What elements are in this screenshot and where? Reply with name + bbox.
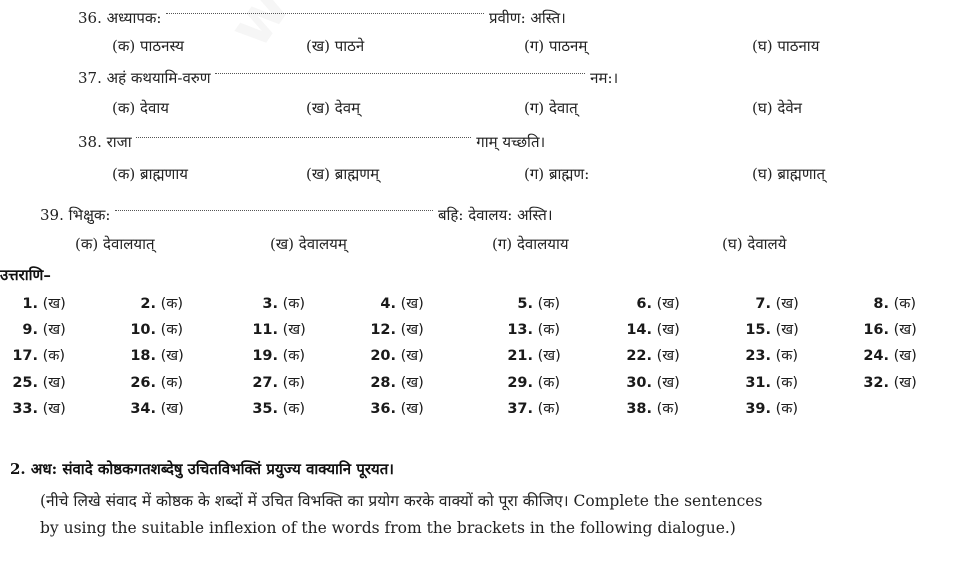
answer-item [252,320,306,340]
blank-line [166,12,484,14]
answer-choice: (क) [156,296,184,312]
answer-item [252,346,306,366]
section-2-title: 2. अध: संवादे कोष्ठकगतशब्देषु उचितविभक्तिं प्रयुज्य वाक्यानि पूरयत। [10,460,394,478]
option-37-ga: (ग) देवात् [524,99,578,117]
answer-item [745,373,799,393]
question-text-after: नम:। [590,69,619,87]
answer-choice: (ख) [652,296,680,312]
option-37-gha: (घ) देवेन [752,99,802,117]
question-36 [78,8,566,28]
option-36-kha: (ख) पाठने [306,37,365,55]
answer-item [130,320,184,340]
question-text-before: अहं कथयामि-वरुण [106,69,211,87]
answer-number: 13. [507,322,533,338]
answer-number: 5. [517,296,533,312]
answer-item [12,346,66,366]
option-37-kha: (ख) देवम् [306,99,361,117]
answer-choice: (क) [278,375,306,391]
answer-number: 15. [745,322,771,338]
answer-item [755,294,799,314]
answer-item [507,399,561,419]
question-39 [40,205,553,225]
answer-number: 37. [507,401,533,417]
question-text-before: भिक्षुक: [68,206,111,224]
answer-number: 18. [130,348,156,364]
answer-choice: (ख) [156,348,184,364]
answer-number: 24. [863,348,889,364]
answer-item [507,346,561,366]
answer-choice: (ख) [38,296,66,312]
answer-choice: (क) [771,348,799,364]
answer-number: 3. [262,296,278,312]
question-number: 39. [40,206,64,224]
answer-number: 32. [863,375,889,391]
option-38-ga: (ग) ब्राह्मण: [524,165,590,183]
option-36-ka: (क) पाठनस्य [112,37,184,55]
answer-choice: (ख) [396,296,424,312]
answer-choice: (ख) [771,322,799,338]
option-38-kha: (ख) ब्राह्मणम् [306,165,380,183]
answer-number: 39. [745,401,771,417]
answer-number: 35. [252,401,278,417]
option-36-ga: (ग) पाठनम् [524,37,588,55]
answer-item [507,320,561,340]
question-number: 38. [78,133,102,151]
question-number: 36. [78,9,102,27]
answer-number: 34. [130,401,156,417]
answer-choice: (क) [533,401,561,417]
answer-number: 2. [140,296,156,312]
answer-choice: (ख) [652,322,680,338]
question-number: 37. [78,69,102,87]
answer-number: 1. [22,296,38,312]
answer-number: 28. [370,375,396,391]
answer-choice: (ख) [652,348,680,364]
answer-item [873,294,917,314]
question-text-before: अध्यापक: [106,9,162,27]
answer-item [370,320,424,340]
answer-number: 33. [12,401,38,417]
answer-choice: (क) [533,322,561,338]
section-2-instruction-english: by using the suitable inflexion of the words from the brackets in the following dialogue.) [40,519,736,537]
blank-line [136,136,471,138]
question-37 [78,68,618,88]
answer-number: 25. [12,375,38,391]
answer-number: 4. [380,296,396,312]
answer-item [140,294,184,314]
answer-choice: (ख) [396,322,424,338]
answer-item [517,294,561,314]
answer-item [252,373,306,393]
answer-choice: (क) [278,401,306,417]
answer-choice: (ख) [38,375,66,391]
answer-choice: (ख) [396,375,424,391]
answer-number: 36. [370,401,396,417]
answer-item [130,399,184,419]
question-38 [78,132,545,152]
answer-choice: (ख) [278,322,306,338]
answer-number: 26. [130,375,156,391]
answer-choice: (क) [533,375,561,391]
answer-choice: (ख) [889,322,917,338]
answer-item [507,373,561,393]
question-text-before: राजा [106,133,132,151]
answer-item [745,346,799,366]
answer-choice: (क) [278,348,306,364]
blank-line [115,209,433,211]
answer-item [863,346,917,366]
answer-choice: (ख) [38,401,66,417]
option-39-kha: (ख) देवालयम् [270,235,347,253]
answer-item [626,320,680,340]
answer-choice: (क) [771,375,799,391]
option-38-ka: (क) ब्राह्मणाय [112,165,188,183]
answer-choice: (क) [652,401,680,417]
option-39-ka: (क) देवालयात् [75,235,155,253]
answer-item [252,399,306,419]
answer-number: 10. [130,322,156,338]
answer-number: 7. [755,296,771,312]
answer-number: 11. [252,322,278,338]
answer-item [745,320,799,340]
answer-number: 38. [626,401,652,417]
answer-choice: (ख) [652,375,680,391]
answer-choice: (क) [156,322,184,338]
answer-item [262,294,306,314]
answer-number: 9. [22,322,38,338]
answer-item [626,399,680,419]
answer-number: 23. [745,348,771,364]
question-text-after: बहि: देवालय: अस्ति। [437,206,553,224]
answer-number: 21. [507,348,533,364]
answer-number: 8. [873,296,889,312]
answer-choice: (ख) [889,348,917,364]
answer-number: 16. [863,322,889,338]
option-36-gha: (घ) पाठनाय [752,37,820,55]
answer-item [636,294,680,314]
answer-number: 31. [745,375,771,391]
answer-item [863,320,917,340]
answer-number: 29. [507,375,533,391]
answer-choice: (ख) [533,348,561,364]
option-38-gha: (घ) ब्राह्मणात् [752,165,826,183]
answer-choice: (ख) [38,322,66,338]
answer-number: 6. [636,296,652,312]
answer-choice: (ख) [396,348,424,364]
answer-item [370,346,424,366]
answer-item [745,399,799,419]
answer-item [22,320,66,340]
answer-choice: (क) [533,296,561,312]
answer-item [12,399,66,419]
answer-choice: (क) [771,401,799,417]
answer-item [370,373,424,393]
answer-number: 17. [12,348,38,364]
answer-choice: (ख) [156,401,184,417]
answer-number: 20. [370,348,396,364]
answer-choice: (ख) [396,401,424,417]
answer-number: 30. [626,375,652,391]
answer-item [626,373,680,393]
section-2-instruction-hindi: (नीचे लिखे संवाद में कोष्ठक के शब्दों में उचित विभक्ति का प्रयोग करके वाक्यों को पूरा कीजिए। Complete the sentences [40,492,763,510]
question-text-after: प्रवीण: अस्ति। [488,9,566,27]
answer-choice: (क) [278,296,306,312]
answer-choice: (ख) [889,375,917,391]
answer-number: 22. [626,348,652,364]
answer-number: 14. [626,322,652,338]
answer-item [380,294,424,314]
option-39-ga: (ग) देवालयाय [492,235,569,253]
question-text-after: गाम् यच्छति। [476,133,546,151]
answer-item [130,346,184,366]
option-39-gha: (घ) देवालये [722,235,787,253]
answer-number: 12. [370,322,396,338]
answer-item [370,399,424,419]
answer-item [626,346,680,366]
answer-item [863,373,917,393]
answer-number: 27. [252,375,278,391]
answer-choice: (क) [38,348,66,364]
answer-number: 19. [252,348,278,364]
answer-choice: (क) [156,375,184,391]
answers-heading: उत्तराणि– [0,266,51,284]
answer-item [22,294,66,314]
answer-choice: (ख) [771,296,799,312]
option-37-ka: (क) देवाय [112,99,169,117]
answer-item [130,373,184,393]
answer-choice: (क) [889,296,917,312]
blank-line [215,72,585,74]
answer-item [12,373,66,393]
